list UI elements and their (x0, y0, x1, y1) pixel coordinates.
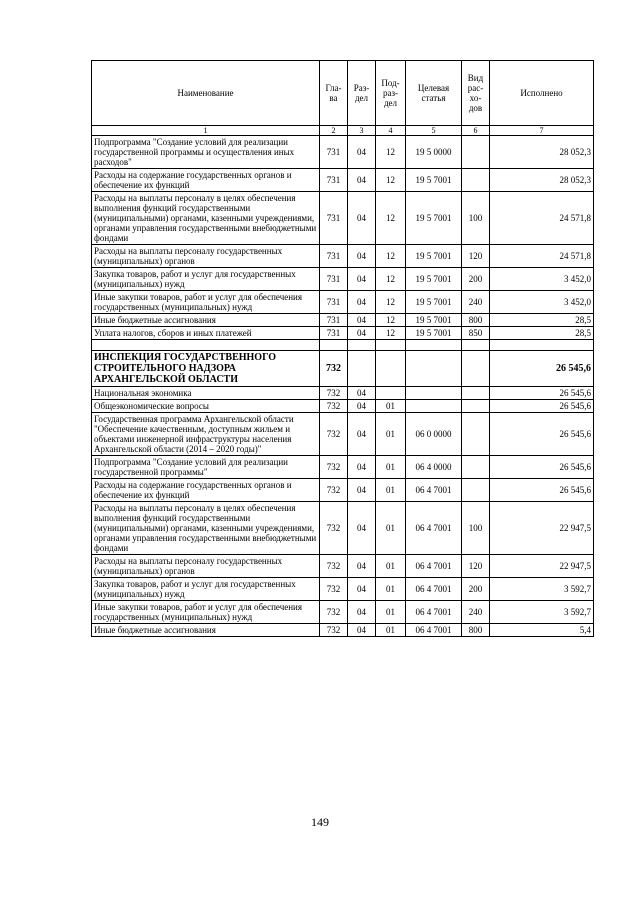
cell-glava: 731 (320, 136, 348, 169)
cell-glava: 732 (320, 387, 348, 400)
cell-name: Иные закупки товаров, работ и услуг для обеспечения государственных (муниципальных) нужд (92, 291, 320, 314)
column-number: 2 (320, 126, 348, 136)
cell-vid (462, 479, 490, 502)
cell-podrazdel: 12 (376, 192, 406, 245)
column-number: 6 (462, 126, 490, 136)
cell-target: 06 4 7001 (406, 601, 462, 624)
column-number: 3 (348, 126, 376, 136)
cell-target: 19 5 7001 (406, 291, 462, 314)
header-name: Наименование (92, 61, 320, 126)
cell-razdel: 04 (348, 479, 376, 502)
table-row (92, 624, 594, 637)
cell-razdel: 04 (348, 624, 376, 637)
cell-amount: 26 545,6 (490, 479, 594, 502)
cell-glava: 732 (320, 624, 348, 637)
cell-glava: 731 (320, 192, 348, 245)
cell-vid: 240 (462, 601, 490, 624)
cell-glava: 731 (320, 327, 348, 340)
table-row (92, 456, 594, 479)
cell-amount: 26 545,6 (490, 351, 594, 387)
cell-podrazdel: 12 (376, 268, 406, 291)
cell-vid: 240 (462, 291, 490, 314)
cell-podrazdel: 12 (376, 169, 406, 192)
cell-vid (462, 413, 490, 456)
cell-amount: 28 052,3 (490, 169, 594, 192)
cell-name: Расходы на выплаты персоналу в целях обеспечения выполнения функций государственными (муниципальными) органами, казенными учреждениями, органами управления государственными внебюджетными фондами (92, 192, 320, 245)
cell-target: 19 5 7001 (406, 314, 462, 327)
cell-name: Иные закупки товаров, работ и услуг для обеспечения государственных (муниципальных) нужд (92, 601, 320, 624)
cell-glava: 731 (320, 268, 348, 291)
cell-amount: 3 452,0 (490, 291, 594, 314)
cell-target: 19 5 7001 (406, 327, 462, 340)
cell-vid: 200 (462, 578, 490, 601)
cell-vid: 800 (462, 314, 490, 327)
cell-vid: 100 (462, 192, 490, 245)
cell-glava: 732 (320, 601, 348, 624)
cell-amount: 28 052,3 (490, 136, 594, 169)
cell-target: 06 4 7001 (406, 578, 462, 601)
cell-podrazdel: 01 (376, 624, 406, 637)
cell-amount: 26 545,6 (490, 413, 594, 456)
cell-razdel: 04 (348, 291, 376, 314)
cell-vid (462, 387, 490, 400)
table-row (92, 291, 594, 314)
header-glava: Гла- ва (320, 61, 348, 126)
cell-amount: 3 592,7 (490, 578, 594, 601)
cell-name: Закупка товаров, работ и услуг для государственных (муниципальных) нужд (92, 268, 320, 291)
cell-vid: 120 (462, 245, 490, 268)
table-row (92, 400, 594, 413)
header-razdel: Раз- дел (348, 61, 376, 126)
cell-razdel: 04 (348, 502, 376, 555)
table-row (92, 136, 594, 169)
cell-name: Иные бюджетные ассигнования (92, 314, 320, 327)
cell-vid (462, 169, 490, 192)
document-page (91, 60, 593, 637)
cell-podrazdel: 01 (376, 502, 406, 555)
cell-razdel: 04 (348, 136, 376, 169)
cell-name: Закупка товаров, работ и услуг для государственных (муниципальных) нужд (92, 578, 320, 601)
cell-name: Общеэкономические вопросы (92, 400, 320, 413)
cell-target: 06 4 7001 (406, 624, 462, 637)
cell-target: 19 5 7001 (406, 245, 462, 268)
cell-glava: 732 (320, 400, 348, 413)
cell-amount: 28,5 (490, 327, 594, 340)
cell-razdel: 04 (348, 245, 376, 268)
cell-razdel: 04 (348, 327, 376, 340)
empty-cell (320, 340, 348, 351)
column-number: 4 (376, 126, 406, 136)
cell-name: Расходы на выплаты персоналу в целях обеспечения выполнения функций государственными (муниципальными) органами, казенными учреждениями, органами управления государственными внебюджетными фондами (92, 502, 320, 555)
cell-target (406, 387, 462, 400)
cell-podrazdel: 12 (376, 136, 406, 169)
cell-vid: 100 (462, 502, 490, 555)
cell-vid (462, 400, 490, 413)
page-number: 149 (311, 815, 329, 829)
cell-name: Расходы на выплаты персоналу государственных (муниципальных) органов (92, 555, 320, 578)
column-number: 1 (92, 126, 320, 136)
cell-amount: 24 571,8 (490, 192, 594, 245)
table-row (92, 479, 594, 502)
column-number: 5 (406, 126, 462, 136)
table-row (92, 245, 594, 268)
cell-amount: 26 545,6 (490, 456, 594, 479)
cell-amount: 28,5 (490, 314, 594, 327)
cell-amount: 22 947,5 (490, 502, 594, 555)
cell-glava: 731 (320, 169, 348, 192)
cell-amount: 26 545,6 (490, 400, 594, 413)
cell-target: 06 0 0000 (406, 413, 462, 456)
cell-vid (462, 351, 490, 387)
cell-podrazdel: 12 (376, 245, 406, 268)
table-row (92, 192, 594, 245)
cell-glava: 732 (320, 578, 348, 601)
cell-vid (462, 456, 490, 479)
cell-podrazdel: 12 (376, 291, 406, 314)
cell-podrazdel: 01 (376, 555, 406, 578)
cell-glava: 732 (320, 479, 348, 502)
table-row (92, 601, 594, 624)
table-row (92, 314, 594, 327)
cell-name: Подпрограмма "Создание условий для реализации государственной программы" (92, 456, 320, 479)
empty-cell (490, 340, 594, 351)
empty-cell (406, 340, 462, 351)
cell-razdel: 04 (348, 387, 376, 400)
header-podrazdel: Под- раз- дел (376, 61, 406, 126)
cell-razdel: 04 (348, 456, 376, 479)
empty-cell (348, 340, 376, 351)
table-row (92, 413, 594, 456)
cell-target: 19 5 0000 (406, 136, 462, 169)
cell-podrazdel: 01 (376, 413, 406, 456)
cell-razdel (348, 351, 376, 387)
cell-razdel: 04 (348, 413, 376, 456)
cell-name: Расходы на содержание государственных органов и обеспечение их функций (92, 169, 320, 192)
header-vid: Вид рас- хо- дов (462, 61, 490, 126)
cell-podrazdel: 12 (376, 314, 406, 327)
cell-glava: 732 (320, 413, 348, 456)
cell-target (406, 400, 462, 413)
column-number: 7 (490, 126, 594, 136)
cell-amount: 3 592,7 (490, 601, 594, 624)
empty-cell (376, 340, 406, 351)
table-row (92, 387, 594, 400)
table-row (92, 351, 594, 387)
cell-target: 19 5 7001 (406, 192, 462, 245)
cell-name: Расходы на выплаты персоналу государственных (муниципальных) органов (92, 245, 320, 268)
cell-vid: 850 (462, 327, 490, 340)
cell-glava: 732 (320, 502, 348, 555)
cell-podrazdel (376, 351, 406, 387)
cell-name: Национальная экономика (92, 387, 320, 400)
cell-razdel: 04 (348, 268, 376, 291)
table-row (92, 327, 594, 340)
cell-amount: 22 947,5 (490, 555, 594, 578)
cell-glava: 732 (320, 555, 348, 578)
table-header-row (92, 61, 594, 126)
cell-target: 06 4 7001 (406, 479, 462, 502)
cell-target: 06 4 0000 (406, 456, 462, 479)
column-number-row (92, 126, 594, 136)
cell-name: Иные бюджетные ассигнования (92, 624, 320, 637)
cell-podrazdel: 01 (376, 400, 406, 413)
cell-name: ИНСПЕКЦИЯ ГОСУДАРСТВЕННОГО СТРОИТЕЛЬНОГО НАДЗОРА АРХАНГЕЛЬСКОЙ ОБЛАСТИ (92, 351, 320, 387)
cell-podrazdel: 01 (376, 601, 406, 624)
cell-target (406, 351, 462, 387)
header-target: Целевая статья (406, 61, 462, 126)
cell-amount: 5,4 (490, 624, 594, 637)
budget-table (91, 60, 594, 637)
cell-razdel: 04 (348, 169, 376, 192)
cell-target: 06 4 7001 (406, 555, 462, 578)
cell-razdel: 04 (348, 601, 376, 624)
cell-podrazdel: 01 (376, 479, 406, 502)
cell-glava: 732 (320, 351, 348, 387)
empty-cell (462, 340, 490, 351)
cell-amount: 26 545,6 (490, 387, 594, 400)
empty-cell (92, 340, 320, 351)
cell-name: Государственная программа Архангельской области "Обеспечение качественным, доступным жильем и объектами инженерной инфраструктуры населения Архангельской области (2014 – 2020 годы)" (92, 413, 320, 456)
cell-glava: 731 (320, 245, 348, 268)
cell-vid: 800 (462, 624, 490, 637)
cell-podrazdel: 01 (376, 578, 406, 601)
cell-amount: 3 452,0 (490, 268, 594, 291)
cell-podrazdel: 01 (376, 456, 406, 479)
cell-glava: 731 (320, 291, 348, 314)
cell-target: 19 5 7001 (406, 268, 462, 291)
cell-target: 06 4 7001 (406, 502, 462, 555)
cell-razdel: 04 (348, 555, 376, 578)
table-row (92, 578, 594, 601)
table-body (92, 136, 594, 637)
cell-razdel: 04 (348, 578, 376, 601)
cell-amount: 24 571,8 (490, 245, 594, 268)
cell-name: Подпрограмма "Создание условий для реализации государственной программы и осуществления иных расходов" (92, 136, 320, 169)
table-row (92, 555, 594, 578)
cell-vid (462, 136, 490, 169)
cell-glava: 732 (320, 456, 348, 479)
cell-name: Расходы на содержание государственных органов и обеспечение их функций (92, 479, 320, 502)
cell-podrazdel (376, 387, 406, 400)
table-row (92, 502, 594, 555)
cell-glava: 731 (320, 314, 348, 327)
header-done: Исполнено (490, 61, 594, 126)
cell-target: 19 5 7001 (406, 169, 462, 192)
cell-vid: 200 (462, 268, 490, 291)
cell-razdel: 04 (348, 400, 376, 413)
cell-vid: 120 (462, 555, 490, 578)
table-row (92, 169, 594, 192)
cell-podrazdel: 12 (376, 327, 406, 340)
cell-razdel: 04 (348, 192, 376, 245)
cell-razdel: 04 (348, 314, 376, 327)
table-row (92, 268, 594, 291)
cell-name: Уплата налогов, сборов и иных платежей (92, 327, 320, 340)
spacer-row (92, 340, 594, 351)
